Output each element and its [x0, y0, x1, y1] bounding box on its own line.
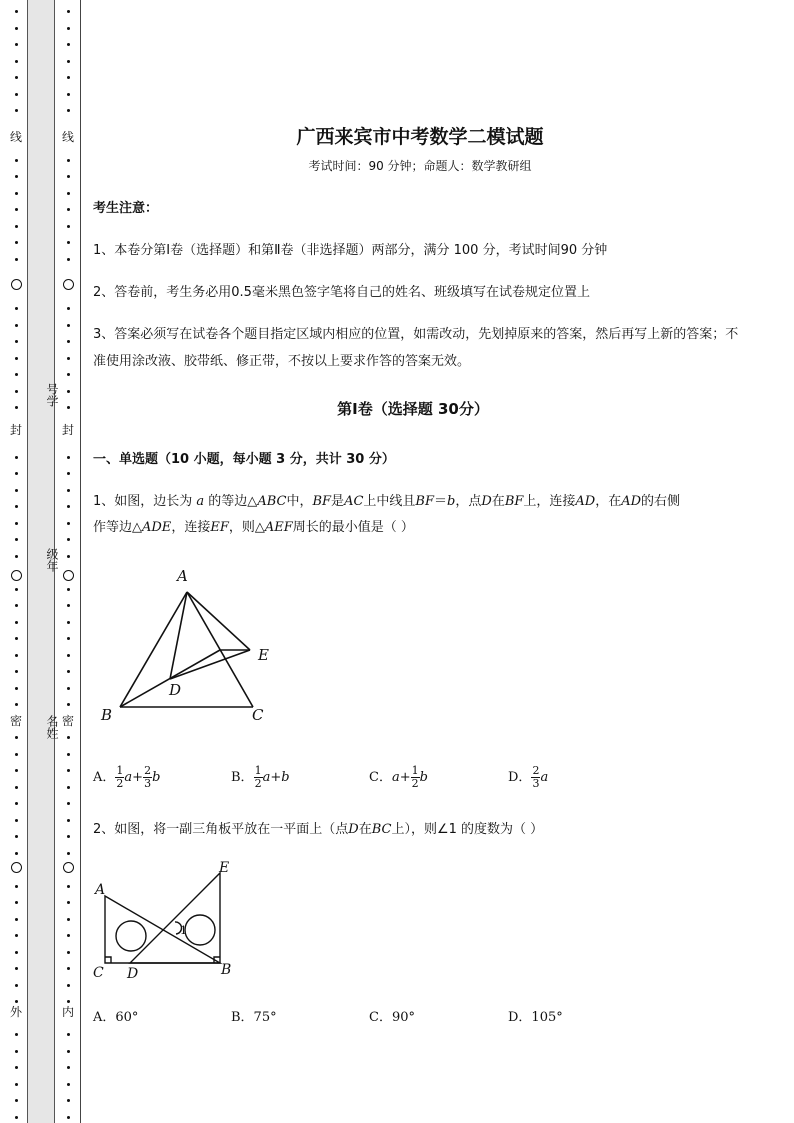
part-heading: 一、单选题（10 小题，每小题 3 分，共计 30 分） [93, 452, 395, 467]
margin-dot [15, 258, 18, 261]
margin-dot [15, 835, 18, 838]
question-2-figure [90, 858, 240, 983]
margin-dot [15, 901, 18, 904]
margin-dot [15, 489, 18, 492]
inner-seal-char: 内 [61, 1005, 74, 1019]
margin-dot [67, 456, 70, 459]
fig1-label-e: E [258, 646, 269, 664]
margin-dot [67, 373, 70, 376]
margin-dot [15, 208, 18, 211]
margin-dot [67, 241, 70, 244]
exam-subtitle: 考试时间：90 分钟；命题人：数学教研组 [308, 159, 532, 173]
inner-circle-mark [63, 279, 74, 290]
inner-circle-mark [63, 862, 74, 873]
margin-dot [15, 324, 18, 327]
margin-dot [15, 654, 18, 657]
notice-item-2: 2、答卷前，考生务必用0.5毫米黑色签字笔将自己的姓名、班级填写在试卷规定位置上 [93, 285, 590, 300]
margin-dot [15, 357, 18, 360]
section-title: 第Ⅰ卷（选择题 30分） [337, 400, 489, 418]
margin-dot [67, 786, 70, 789]
margin-dot [15, 687, 18, 690]
outer-seal-char: 外 [9, 1005, 22, 1019]
margin-dot [15, 1000, 18, 1003]
margin-dot [15, 621, 18, 624]
margin-dot [67, 885, 70, 888]
margin-dot [67, 621, 70, 624]
margin-dot [15, 456, 18, 459]
margin-dot [15, 1099, 18, 1102]
margin-dot [67, 192, 70, 195]
margin-dot [15, 522, 18, 525]
q2-option-d[interactable]: D．105° [508, 1010, 563, 1025]
margin-dot [15, 802, 18, 805]
margin-dot [15, 670, 18, 673]
q1-option-d[interactable]: D． $\frac{2}{3}$ a [508, 764, 549, 790]
margin-dot [67, 736, 70, 739]
margin-dot [67, 934, 70, 937]
margin-dot [67, 522, 70, 525]
margin-dot [15, 10, 18, 13]
margin-dot [67, 984, 70, 987]
margin-dot [67, 505, 70, 508]
margin-dot [67, 324, 70, 327]
outer-seal-char: 封 [9, 423, 22, 437]
margin-dot [67, 852, 70, 855]
margin-dot [15, 885, 18, 888]
q2-option-c[interactable]: C．90° [369, 1010, 415, 1025]
margin-dot [67, 390, 70, 393]
margin-dot [67, 109, 70, 112]
margin-dot [67, 10, 70, 13]
margin-dot [67, 175, 70, 178]
margin-dot [15, 93, 18, 96]
margin-dot [67, 27, 70, 30]
margin-dot [15, 951, 18, 954]
margin-dot [67, 538, 70, 541]
margin-dot [15, 192, 18, 195]
outer-circle-mark [11, 279, 22, 290]
margin-dot [15, 1066, 18, 1069]
margin-dot [15, 604, 18, 607]
margin-dot [67, 472, 70, 475]
question-1-text: 1、如图，边长为 a 的等边△ABC中，BF是AC上中线且BF＝b，点D在BF上，连接AD，在AD的右侧 作等边△ADE，连接EF，则△AEF周长的最小值是（ ） [93, 494, 681, 535]
margin-dot [15, 918, 18, 921]
margin-dot [15, 76, 18, 79]
q1-option-a[interactable]: A． $\frac{1}{2}$ a+ $\frac{2}{3}$ b [93, 764, 161, 790]
margin-dot [67, 918, 70, 921]
margin-dot [67, 753, 70, 756]
outer-circle-mark [11, 570, 22, 581]
fig2-label-b: B [221, 962, 232, 978]
margin-dot [15, 1083, 18, 1086]
margin-dot [67, 1066, 70, 1069]
margin-dot [67, 76, 70, 79]
fig1-label-b: B [101, 706, 113, 724]
margin-dot [15, 175, 18, 178]
outer-seal-char: 线 [9, 130, 22, 144]
margin-dot [67, 43, 70, 46]
margin-dot [15, 934, 18, 937]
margin-dot [67, 489, 70, 492]
inner-seal-char: 封 [61, 423, 74, 437]
margin-dot [67, 340, 70, 343]
margin-dot [15, 27, 18, 30]
margin-dot [67, 604, 70, 607]
margin-dot [67, 1000, 70, 1003]
margin-dot [15, 538, 18, 541]
margin-dot [15, 109, 18, 112]
margin-dot [67, 60, 70, 63]
fig2-label-a: A [95, 882, 106, 898]
notice-heading: 考生注意： [93, 201, 159, 216]
page-title: 广西来宾市中考数学二模试题 [296, 126, 544, 148]
margin-dot [67, 225, 70, 228]
margin-dot [15, 736, 18, 739]
margin-dot [67, 802, 70, 805]
q1-option-b[interactable]: B． $\frac{1}{2}$ a+b [231, 764, 290, 790]
margin-dot [67, 654, 70, 657]
margin-dot [15, 967, 18, 970]
margin-dot [15, 1050, 18, 1053]
margin-dot [67, 1033, 70, 1036]
class-label: 级年 [45, 548, 59, 572]
fig2-label-d: D [127, 966, 139, 982]
margin-dot [67, 819, 70, 822]
margin-dot [67, 1083, 70, 1086]
margin-dot [15, 637, 18, 640]
inner-seal-char: 密 [61, 714, 74, 728]
margin-dot [67, 555, 70, 558]
margin-dot [15, 373, 18, 376]
margin-dot [67, 93, 70, 96]
margin-dot [67, 703, 70, 706]
fig1-label-d: D [169, 681, 182, 699]
margin-dot [15, 340, 18, 343]
margin-dot [15, 225, 18, 228]
margin-dot [67, 307, 70, 310]
fig2-label-c: C [93, 965, 104, 981]
margin-dot [67, 258, 70, 261]
margin-dot [15, 241, 18, 244]
margin-dot [15, 1116, 18, 1119]
q2-option-b[interactable]: B．75° [231, 1010, 277, 1025]
margin-dot [67, 769, 70, 772]
margin-dot [67, 357, 70, 360]
margin-dot [15, 819, 18, 822]
question-2-text: 2、如图，将一副三角板平放在一平面上（点D在BC上），则∠1 的度数为（ ） [93, 822, 544, 837]
margin-dot [15, 307, 18, 310]
margin-dot [15, 60, 18, 63]
margin-dot [67, 951, 70, 954]
margin-dot [15, 703, 18, 706]
margin-dot [67, 1099, 70, 1102]
margin-dot [67, 1050, 70, 1053]
margin-dot [67, 835, 70, 838]
name-label: 名姓 [45, 715, 59, 739]
margin-dot [67, 588, 70, 591]
margin-dot [15, 505, 18, 508]
fig2-label-e: E [219, 860, 230, 876]
fig1-label-c: C [252, 706, 264, 724]
margin-dot [67, 208, 70, 211]
margin-dot [15, 984, 18, 987]
margin-dot [15, 852, 18, 855]
margin-dot [67, 637, 70, 640]
margin-dot [15, 390, 18, 393]
margin-dot [15, 769, 18, 772]
margin-dot [67, 901, 70, 904]
notice-item-3: 3、答案必须写在试卷各个题目指定区域内相应的位置，如需改动，先划掉原来的答案，然后再写上新的答案；不准使用涂改液、胶带纸、修正带，不按以上要求作答的答案无效。 [93, 327, 739, 369]
q1-option-c[interactable]: C．a+ $\frac{1}{2}$ b [369, 764, 428, 790]
margin-dot [15, 1033, 18, 1036]
margin-dot [67, 1116, 70, 1119]
outer-seal-char: 密 [9, 714, 22, 728]
outer-circle-mark [11, 862, 22, 873]
fig2-angle-1: 1 [180, 924, 187, 937]
margin-dot [15, 786, 18, 789]
margin-dot [15, 555, 18, 558]
q2-option-a[interactable]: A．60° [93, 1010, 139, 1025]
margin-dot [67, 967, 70, 970]
notice-item-1: 1、本卷分第Ⅰ卷（选择题）和第Ⅱ卷（非选择题）两部分，满分 100 分，考试时间90 分钟 [93, 243, 608, 258]
margin-dot [15, 588, 18, 591]
margin-dot [15, 753, 18, 756]
fig1-label-a: A [177, 567, 188, 585]
inner-seal-char: 线 [61, 130, 74, 144]
inner-circle-mark [63, 570, 74, 581]
student-number-label: 号学 [45, 383, 59, 407]
margin-dot [67, 687, 70, 690]
margin-dot [15, 43, 18, 46]
question-1-figure [95, 562, 285, 732]
margin-dot [67, 670, 70, 673]
margin-dot [15, 472, 18, 475]
